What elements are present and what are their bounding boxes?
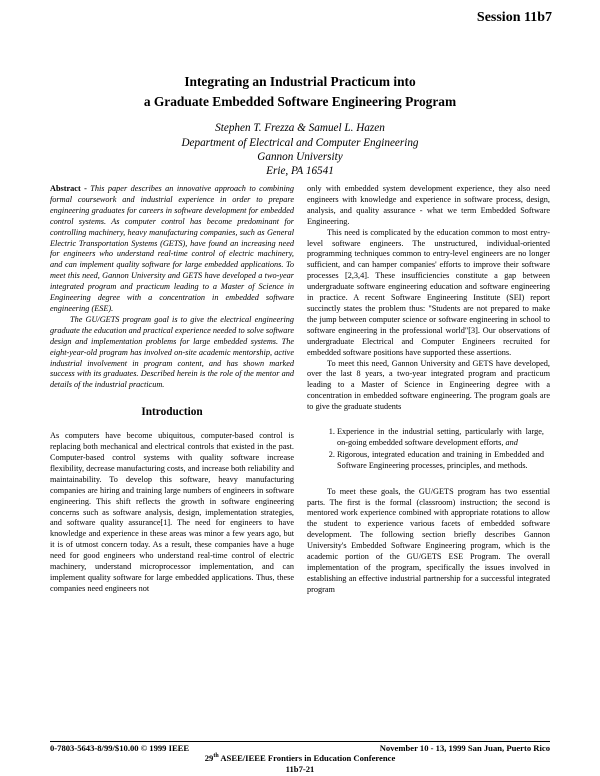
body-paragraph-3: To meet this need, Gannon University and GETS have developed, over the last 8 years, a two-year integrated program and practicum leading to a Master of Science in Engineering degree with a concentration in embedded software engineering. The program goals are to give the graduate students: [307, 358, 550, 412]
abstract-label: Abstract -: [50, 184, 87, 193]
goal-item: [337, 427, 550, 449]
paper-title-line-1: Integrating an Industrial Practicum into: [184, 74, 416, 89]
author-department: Department of Electrical and Computer Engineering: [181, 137, 419, 149]
abstract-paragraph-2: The GU/GETS program goal is to give the electrical engineering graduate the education and practical experience needed to solve software design and implementation problems for large embedded systems. The eight-year-old program has involved on-site academic mentorship, active industrial involvement in program content, and has shown marked success with its graduates. Described herein is the role of the mentor and details of the industrial practicum.: [50, 314, 294, 390]
introduction-heading: Introduction: [141, 406, 203, 419]
footer-isbn: 0-7803-5643-8/99/$10.00 © 1999 IEEE: [50, 743, 190, 753]
author-university: Gannon University: [257, 151, 343, 163]
footer-divider: [50, 741, 550, 742]
author-location: Erie, PA 16541: [266, 165, 334, 177]
page-number: 11b7-21: [285, 764, 315, 774]
goal-text: Experience in the industrial setting, particularly with large, on-going embedded software development efforts,: [337, 427, 544, 447]
body-paragraph-1: only with embedded system development experience, they also need engineers with knowledge and experience in software process, design, analysis, and quality assurance - what we term Embedded Software Engineering.: [307, 184, 550, 226]
conference-ordinal: th: [213, 753, 219, 760]
spacer: [307, 473, 550, 487]
author-names: Stephen T. Frezza & Samuel L. Hazen: [215, 122, 385, 134]
abstract-text-1: This paper describes an innovative approach to combining formal coursework and industrial experience in order to prepare engineering graduates for careers in software development for embedded control systems. As computer control has become predominant for controlling machinery, heavy manufacturing companies, such as General Electric Transportation Systems (GETS), have found an increasing need for engineers who understand real-time control of electric machinery, and can implement quality software for large embedded applications. To meet this need, Gannon University and GETS have developed a two-year integrated program and practicum leading to a Master of Science in Engineering degree with a concentration in embedded software engineering (ESE).: [50, 184, 295, 313]
conference-number: 29: [204, 753, 214, 763]
right-column: [307, 184, 550, 596]
goal-item: [337, 450, 550, 472]
body-paragraph-2: This need is complicated by the education common to most entry-level software engineers. The unstructured, individual-oriented programming techniques common to entry-level engineers are no longer sufficient, and can hamper companies' efforts to improve their software processes [2,3,4]. These insufficiencies constitute a gap between undergraduate software engineering education and software engineering in practice. A recent Software Engineering Institute (SEI) report succinctly states the problem thus: "Students are not prepared to make the jump between computer science or software engineering in school to software engineering in the professional world"[3]. Our observations of undergraduate Electrical and Computer Engineers recruited for embedded software positions have supported these assertions.: [307, 227, 550, 357]
footer-dates: November 10 - 13, 1999 San Juan, Puerto Rico: [379, 743, 550, 753]
goal-text: Rigorous, integrated education and training in Embedded and Software Engineering processes, principles, and methods.: [337, 449, 544, 470]
program-goals-list: [307, 427, 550, 472]
abstract-paragraph-1: [50, 184, 294, 315]
goal-suffix: and: [505, 437, 518, 447]
left-column: [50, 184, 294, 595]
paper-title-line-2: a Graduate Embedded Software Engineering Program: [143, 94, 457, 109]
session-label: Session 11b7: [476, 10, 552, 25]
footer-conference: [0, 753, 600, 763]
body-paragraph-4: To meet these goals, the GU/GETS program has two essential parts. The first is the formal (classroom) instruction; the second is mentored work experience combined with appropriate rotations to allow the student to experience various facets of embedded software development. The following section briefly describes Gannon University's Embedded Software Engineering program, which is the academic portion of the GU/GETS ESE Program. The overall implementation of the program, specifically the issues involved in establishing an effective industrial partnership for a successful integrated program: [307, 486, 550, 594]
introduction-paragraph-1: As computers have become ubiquitous, computer-based control is replacing both mechanical and electrical controls that existed in the past. Computer-based control systems with quality software increase flexibility, decrease manufacturing costs, and increase both reliability and maintainability. To develop this software, heavy manufacturing companies are hiring and training large numbers of engineers in software engineering. This shift reflects the growth in software engineering concerns such as software analysis, design, implementation strategies, and software quality assurance[1]. The need for engineers to have knowledge and experience in these areas was minor a few years ago, but it is of utmost concern today. As a result, these companies have a huge need for good engineers who understand real-time control of electric machinery, understand microprocessor implementation, and can implement quality software for large embedded applications. Thus, these companies need engineers not: [50, 431, 294, 593]
conference-name: ASEE/IEEE Frontiers in Education Conference: [218, 753, 396, 763]
